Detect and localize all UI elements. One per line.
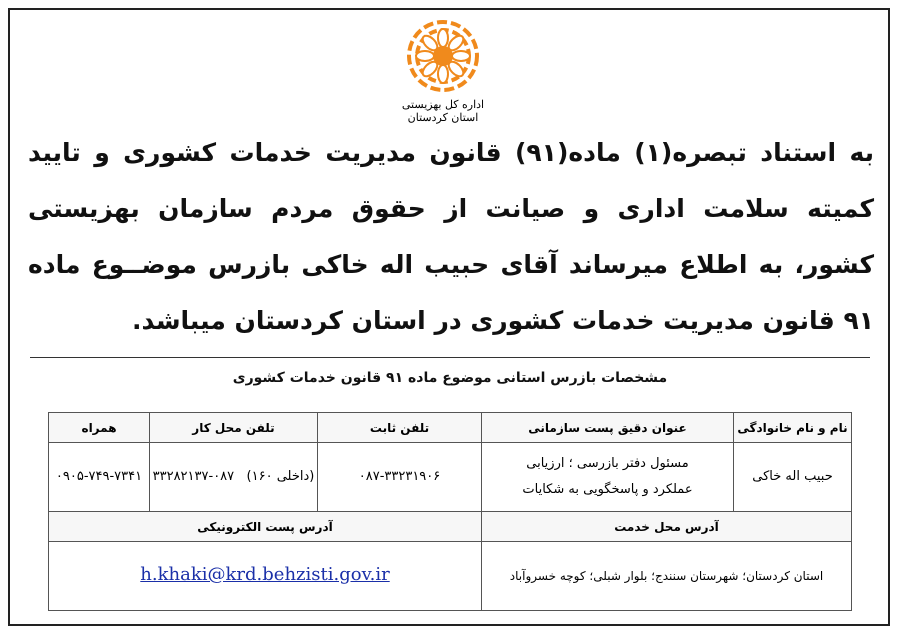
- header-name: نام و نام خانوادگی: [734, 413, 852, 443]
- cell-name: حبیب اله خاکی: [734, 443, 852, 512]
- cell-address: استان کردستان؛ شهرستان سنندج؛ بلوار شبلی؛ کوچه خسروآباد: [482, 542, 852, 611]
- work-ext: (داخلی ۱۶۰): [246, 469, 315, 484]
- inspector-table: [48, 412, 852, 611]
- cell-work-phone: [150, 443, 318, 512]
- header-address: آدرس محل خدمت: [482, 512, 852, 542]
- table-title: مشخصات بازرس استانی موضوع ماده ۹۱ قانون خدمات کشوری: [232, 370, 668, 386]
- position-line2: عملکرد و پاسخگویی به شکایات: [522, 482, 693, 497]
- cell-email: [49, 542, 482, 611]
- divider: [30, 357, 870, 358]
- position-line1: مسئول دفتر بازرسی ؛ ارزیابی: [526, 456, 689, 471]
- logo: [388, 18, 498, 124]
- email-link[interactable]: h.khaki@krd.behzisti.gov.ir: [140, 564, 390, 585]
- header-work-phone: تلفن محل کار: [150, 413, 318, 443]
- announcement-text: [28, 125, 874, 349]
- work-phone: ۰۸۷-۳۳۲۸۲۱۳۷: [152, 469, 235, 484]
- table-row: [49, 443, 852, 512]
- cell-fixed-phone: ۰۸۷-۳۳۲۳۱۹۰۶: [318, 443, 482, 512]
- header-mobile: همراه: [49, 413, 150, 443]
- header-fixed-phone: تلفن ثابت: [318, 413, 482, 443]
- org-name: اداره کل بهزیستی استان کردستان: [401, 98, 485, 124]
- table-row: [49, 542, 852, 611]
- text-part2: بازرس موضــوع ماده ۹۱ قانون مدیریت خدمات کشوری در استان کردستان میباشد.: [28, 250, 874, 335]
- person-name: حبیب اله خاکی: [301, 250, 490, 279]
- cell-mobile: ۰۹۰۵-۷۴۹-۷۳۴۱: [49, 443, 150, 512]
- header-position: عنوان دقیق پست سازمانی: [482, 413, 734, 443]
- cell-position: [482, 443, 734, 512]
- header-email: آدرس پست الکترونیکی: [49, 512, 482, 542]
- text-part1: به استناد تبصره(۱) ماده(۹۱) قانون مدیریت خدمات کشوری و تایید کمیته سلامت اداری و صیانت از حقوق مردم سازمان بهزیستی کشور، به اطلاع میرساند آقای: [28, 138, 875, 279]
- flower-logo-icon: [403, 16, 483, 96]
